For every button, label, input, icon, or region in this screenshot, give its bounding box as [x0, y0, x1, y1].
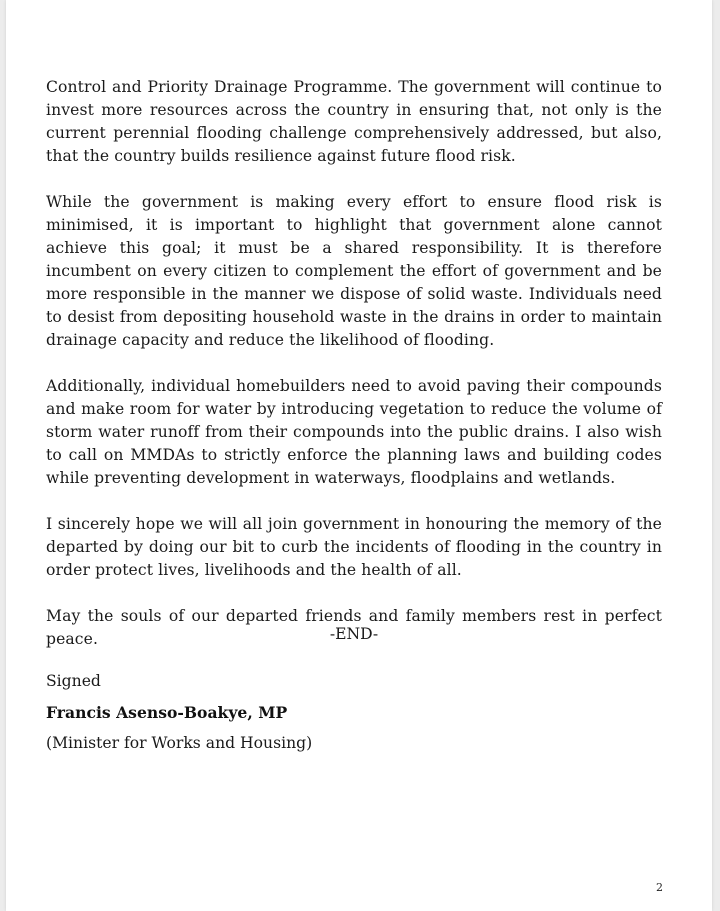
paragraph-drainage-programme: Control and Priority Drainage Programme. The government will continue to invest more resources across the country in ensuring that, not only is the current perennial flooding challenge comprehensively addressed, but also, that the country builds resilience against future flood risk.: [46, 78, 662, 165]
signatory-name: Francis Asenso-Boakye, MP: [46, 703, 288, 722]
document-body: [46, 76, 662, 674]
end-marker: -END-: [329, 625, 379, 643]
document-page: [6, 0, 712, 911]
paragraph-homebuilders: Additionally, individual homebuilders need to avoid paving their compounds and make room for water by introducing vegetation to reduce the volume of storm water runoff from their compounds into the public drains. I also wish to call on MMDAs to strictly enforce the planning laws and building codes while preventing development in waterways, floodplains and wetlands.: [46, 377, 662, 487]
paragraph-rest-in-peace: May the souls of our departed friends and family members rest in perfect peace.: [46, 607, 662, 648]
page-number: 2: [656, 881, 663, 894]
signatory-title: (Minister for Works and Housing): [46, 734, 313, 752]
paragraph-shared-responsibility: While the government is making every effort to ensure flood risk is minimised, it is important to highlight that government alone cannot achieve this goal; it must be a shared responsibility. It is therefore incumbent on every citizen to complement the effort of government and be more responsible in the manner we dispose of solid waste. Individuals need to desist from depositing household waste in the drains in order to maintain drainage capacity and reduce the likelihood of flooding.: [46, 193, 662, 349]
signed-label: Signed: [46, 672, 101, 690]
paragraph-honouring-memory: I sincerely hope we will all join government in honouring the memory of the departed by doing our bit to curb the incidents of flooding in the country in order protect lives, livelihoods and the health of all.: [46, 515, 662, 579]
